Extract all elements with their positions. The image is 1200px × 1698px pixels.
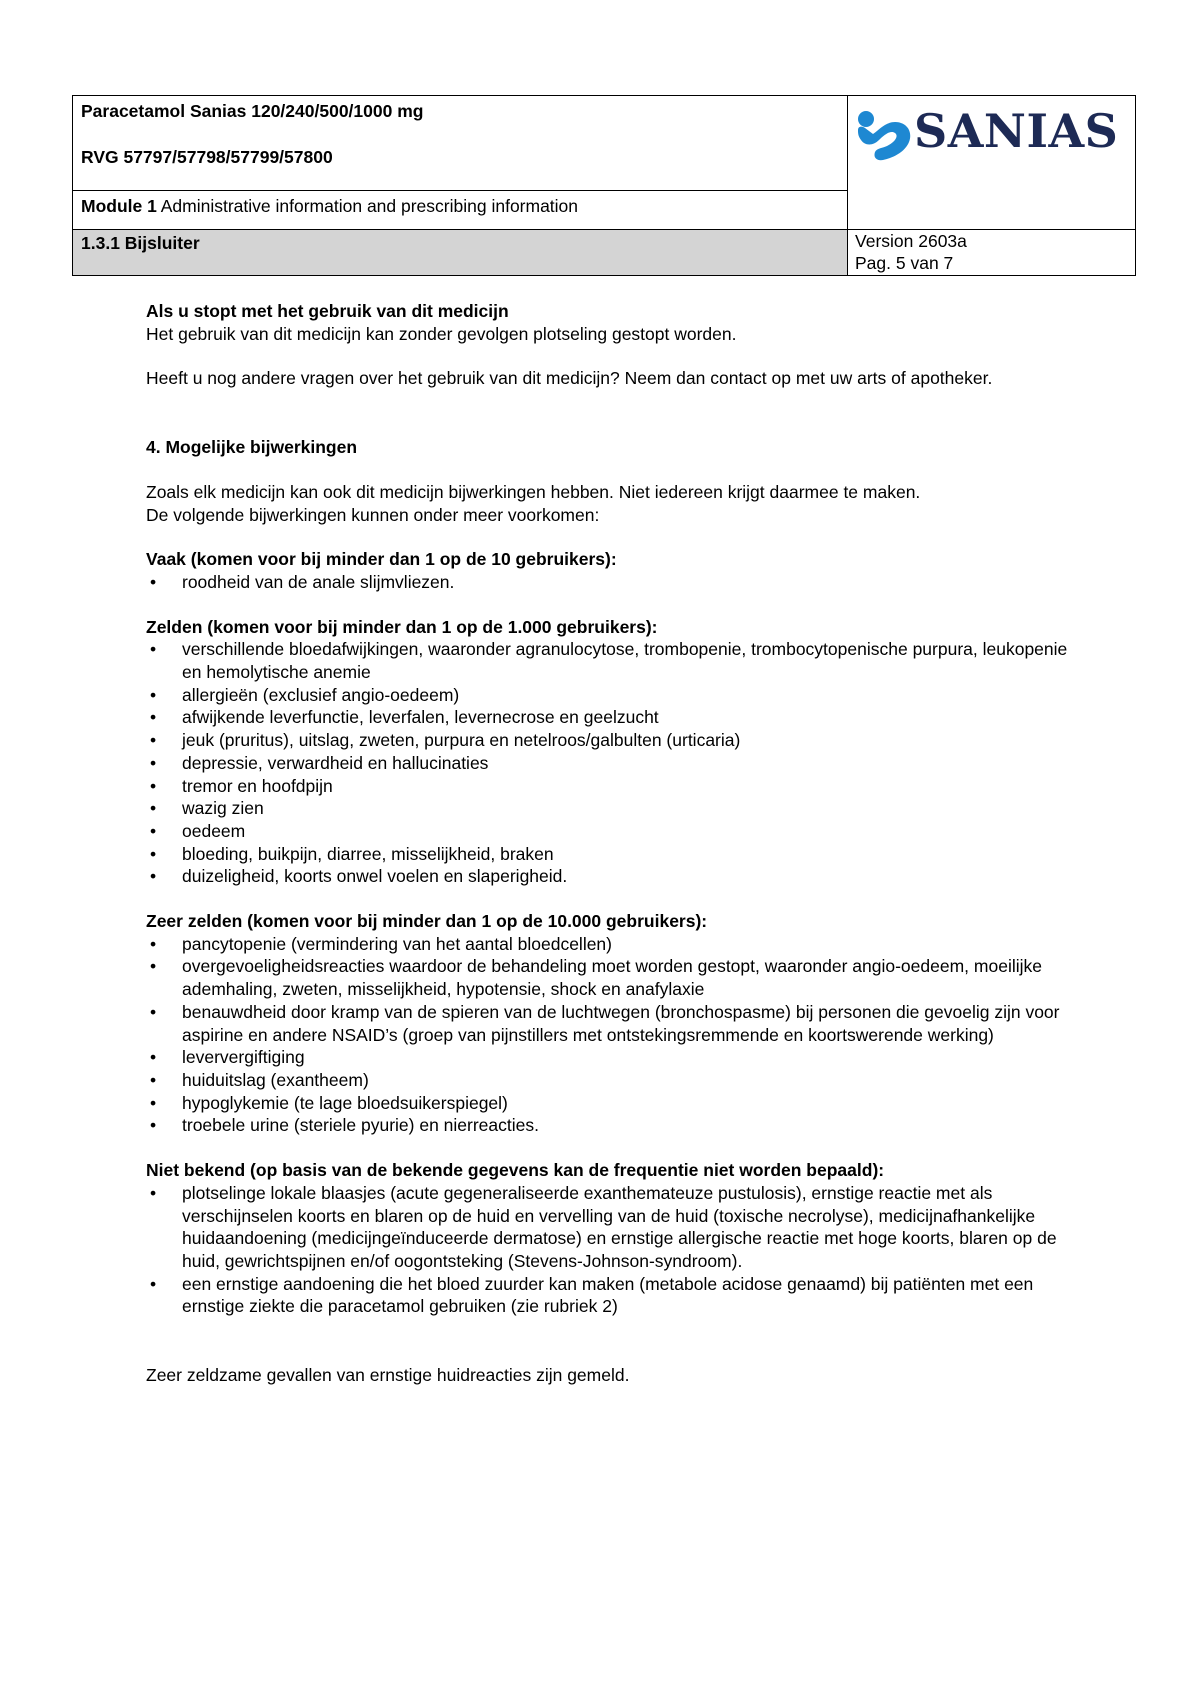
document-header	[72, 95, 1136, 276]
section4-heading: 4. Mogelijke bijwerkingen	[146, 437, 358, 458]
list-item: • oedeem	[146, 820, 1076, 843]
list-item: • overgevoeligheidsreacties waardoor de behandeling moet worden gestopt, waaronder angio-oedeem, moeilijke ademhaling, zweten, misselijkheid, hypotensie, shock en anafylaxie	[146, 955, 1076, 1000]
group-unknown	[146, 1159, 1076, 1318]
list-item: • plotselinge lokale blaasjes (acute gegeneraliseerde exanthemateuze pustulosis), ernstige reactie met als verschijnselen koorts en blaren op de huid en vervelling van de huid (toxische necrolyse), medicijnafhankelijke huidaandoening (medicijngeïnduceerde dermatose) en ernstige allergische reactie met hoge koorts, blaren op de huid, gewrichtspijnen en/of oogontsteking (Stevens-Johnson-syndroom).	[146, 1182, 1076, 1273]
module-cell	[73, 191, 848, 230]
stop-heading: Als u stopt met het gebruik van dit medicijn	[146, 301, 509, 321]
group-rare	[146, 616, 1076, 888]
group-very-rare	[146, 910, 1076, 1137]
list-item: • depressie, verwardheid en hallucinaties	[146, 752, 1076, 775]
bullet-list	[146, 571, 1076, 594]
list-item: • huiduitslag (exantheem)	[146, 1069, 1076, 1092]
list-item: • tremor en hoofdpijn	[146, 775, 1076, 798]
list-item: • hypoglykemie (te lage bloedsuikerspiegel)	[146, 1092, 1076, 1115]
logo-wordmark: SANIAS	[914, 104, 1119, 158]
rvg-number: RVG 57797/57798/57799/57800	[81, 147, 333, 167]
list-item: • leververgiftiging	[146, 1046, 1076, 1069]
page-number: Pag. 5 van 7	[855, 253, 954, 273]
list-item: • troebele urine (steriele pyurie) en nierreacties.	[146, 1114, 1076, 1137]
module-text: Administrative information and prescribing information	[160, 196, 579, 216]
list-item: • pancytopenie (vermindering van het aantal bloedcellen)	[146, 933, 1076, 956]
list-item: • verschillende bloedafwijkingen, waaronder agranulocytose, trombopenie, trombocytopenische purpura, leukopenie en hemolytische anemie	[146, 638, 1076, 683]
section-cell	[73, 230, 848, 275]
list-item: • bloeding, buikpijn, diarree, misselijkheid, braken	[146, 843, 1076, 866]
group-heading: Vaak (komen voor bij minder dan 1 op de 10 gebruikers):	[146, 549, 617, 570]
list-item: • wazig zien	[146, 797, 1076, 820]
stop-text: Het gebruik van dit medicijn kan zonder gevolgen plotseling gestopt worden.	[146, 323, 737, 344]
bullet-list	[146, 1182, 1076, 1318]
version-number: Version 2603a	[855, 231, 967, 251]
group-heading: Zeer zelden (komen voor bij minder dan 1 op de 10.000 gebruikers):	[146, 911, 708, 932]
list-item: • roodheid van de anale slijmvliezen.	[146, 571, 1076, 594]
group-common	[146, 548, 1076, 593]
bullet-list	[146, 933, 1076, 1137]
product-name: Paracetamol Sanias 120/240/500/1000 mg	[81, 101, 424, 121]
document-body	[146, 300, 1076, 1387]
group-heading: Niet bekend (op basis van de bekende gegevens kan de frequentie niet worden bepaald):	[146, 1160, 885, 1181]
list-item: • een ernstige aandoening die het bloed zuurder kan maken (metabole acidose genaamd) bij patiënten met een ernstige ziekte die paracetamol gebruiken (zie rubriek 2)	[146, 1273, 1076, 1318]
version-cell	[848, 230, 1135, 275]
logo-cell	[848, 96, 1135, 230]
list-item: • benauwdheid door kramp van de spieren van de luchtwegen (bronchospasme) bij personen die gevoelig zijn voor aspirine en andere NSAID’s (groep van pijnstillers met ontstekingsremmende en koortswerende werking)	[146, 1001, 1076, 1046]
list-item: • allergieën (exclusief angio-oedeem)	[146, 684, 1076, 707]
bullet-list	[146, 638, 1076, 888]
list-item: • afwijkende leverfunctie, leverfalen, levernecrose en geelzucht	[146, 706, 1076, 729]
list-item: • jeuk (pruritus), uitslag, zweten, purpura en netelroos/galbulten (urticaria)	[146, 729, 1076, 752]
closing-text: Zeer zeldzame gevallen van ernstige huidreacties zijn gemeld.	[146, 1365, 630, 1386]
questions-text: Heeft u nog andere vragen over het gebruik van dit medicijn? Neem dan contact op met uw arts of apotheker.	[146, 368, 993, 389]
sanias-logo-icon	[855, 106, 915, 162]
section-title: 1.3.1 Bijsluiter	[81, 233, 200, 253]
section4-intro-1: Zoals elk medicijn kan ook dit medicijn bijwerkingen hebben. Niet iedereen krijgt daarmee te maken.	[146, 481, 921, 502]
list-item: • duizeligheid, koorts onwel voelen en slaperigheid.	[146, 865, 1076, 888]
group-heading: Zelden (komen voor bij minder dan 1 op de 1.000 gebruikers):	[146, 616, 658, 637]
module-label: Module 1	[81, 196, 157, 216]
header-title-cell	[73, 96, 848, 191]
section4-intro-2: De volgende bijwerkingen kunnen onder meer voorkomen:	[146, 504, 600, 525]
